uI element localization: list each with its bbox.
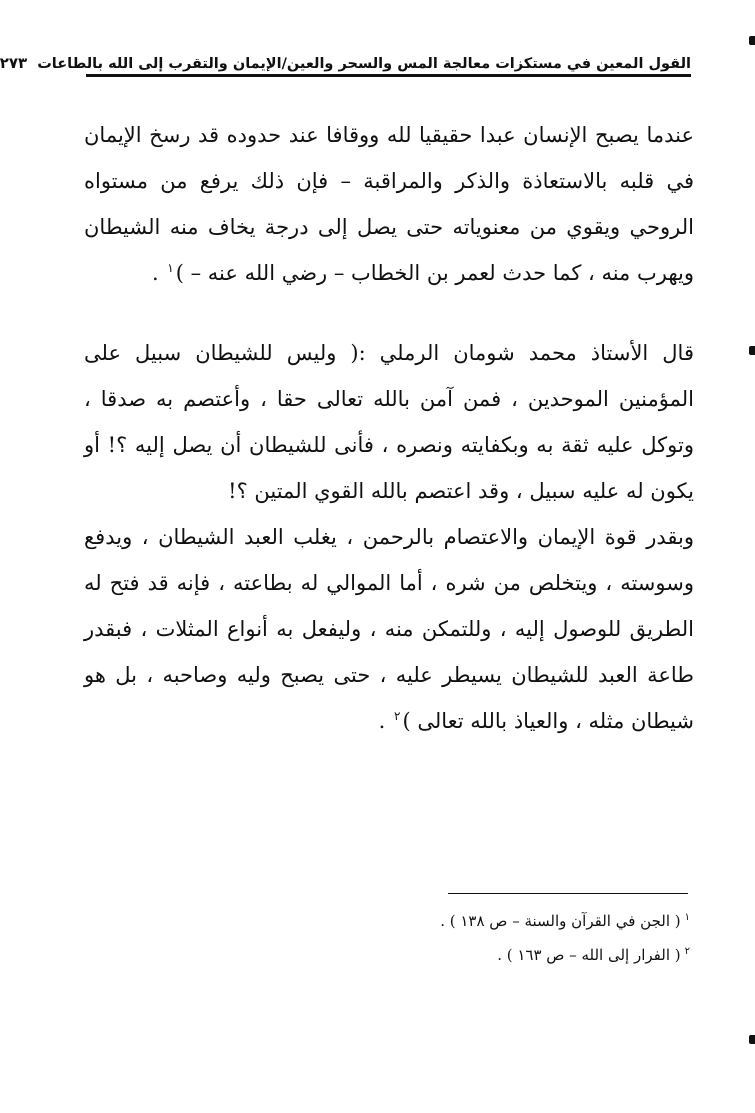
footnote-number: ١ <box>684 912 690 923</box>
scan-margin-mark <box>749 346 755 355</box>
page-number: ٢٧٣ <box>0 54 28 72</box>
paragraph-text: قال الأستاذ محمد شومان الرملي :( وليس للشيطان سبيل على المؤمنين الموحدين ، فمن آمن بالله تعالى حقا ، وأعتصم به صدقا ، وتوكل عليه ثقة به وبكفايته ونصره ، فأنى للشيطان أن يصل إليه ؟! أو يكون له عليه سبيل ، وقد اعتصم بالله القوي المتين ؟! <box>84 341 694 503</box>
paragraph-text: وبقدر قوة الإيمان والاعتصام بالرحمن ، يغلب العبد الشيطان ، ويدفع وسوسته ، ويتخلص من شره ، أما الموالي له بطاعته ، فإنه قد فتح له الطريق للوصول إليه ، وللتمكن منه ، وليفعل به أنواع المثلات ، فبقدر طاعة العبد للشيطان يسيطر عليه ، حتى يصبح وليه وصاحبه ، بل هو شيطان مثله ، والعياذ بالله تعالى ) <box>84 525 694 733</box>
footnote-1 <box>320 904 690 938</box>
footnote-number: ٢ <box>684 946 690 957</box>
footnote-ref-2: ٢ <box>394 709 401 723</box>
paragraph-3 <box>84 514 694 744</box>
footnote-text: ( الفرار إلى الله – ص ١٦٣ ) . <box>497 946 681 964</box>
running-title: القول المعين في مستكزات معالجة المس والسحر والعين/الإيمان والتقرب إلى الله بالطاعات <box>37 56 691 72</box>
footnotes <box>320 904 690 972</box>
scan-margin-mark <box>749 36 755 45</box>
paragraph-1 <box>84 112 694 296</box>
paragraph-2 <box>84 330 694 514</box>
paragraph-tail: . <box>378 709 393 733</box>
footnote-text: ( الجن في القرآن والسنة – ص ١٣٨ ) . <box>440 912 681 930</box>
footnote-2 <box>320 938 690 972</box>
header-rule <box>86 74 691 77</box>
footnote-rule <box>448 893 688 894</box>
body-text <box>84 112 694 744</box>
paragraph-text: عندما يصبح الإنسان عبدا حقيقيا لله ووقافا عند حدوده قد رسخ الإيمان في قلبه بالاستعاذة والذكر والمراقبة – فإن ذلك يرفع من مستواه الروحي ويقوي من معنوياته حتى يصل إلى درجة يخاف منه الشيطان ويهرب منه ، كما حدث لعمر بن الخطاب – رضي الله عنه – ) <box>84 123 694 285</box>
paragraph-tail: . <box>151 261 166 285</box>
page-header <box>0 38 691 72</box>
scan-margin-mark <box>749 1035 755 1044</box>
footnote-ref-1: ١ <box>167 261 174 275</box>
